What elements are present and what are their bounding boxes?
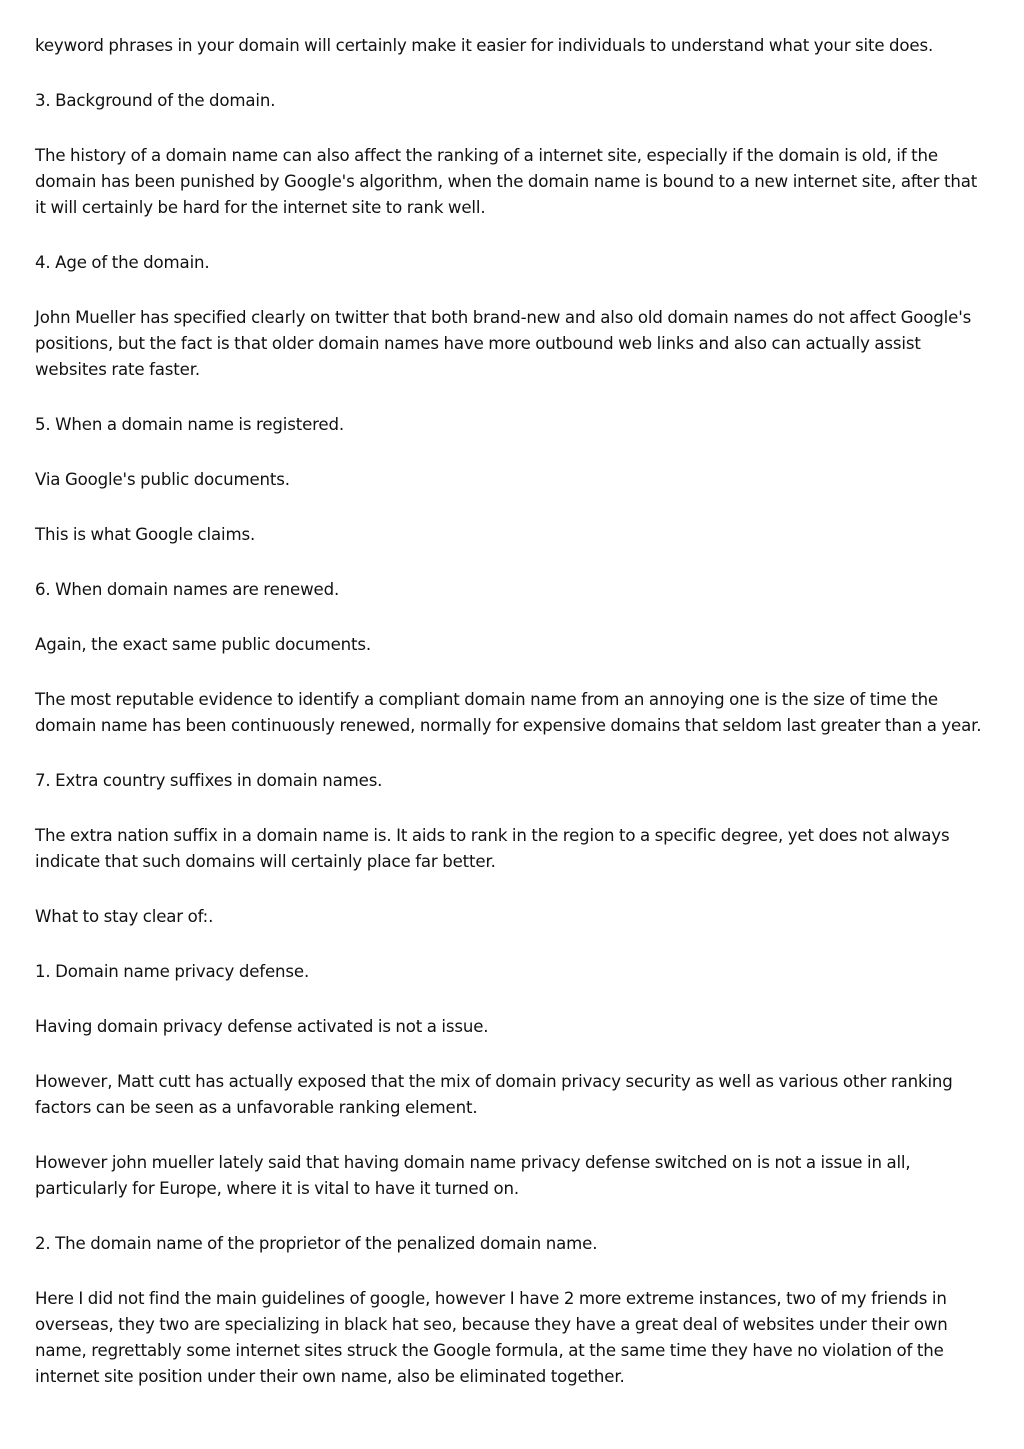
heading-domain-registered: 5. When a domain name is registered. [35, 415, 345, 434]
heading-domain-renewed: 6. When domain names are renewed. [35, 580, 340, 599]
paragraph-renewal-evidence: The most reputable evidence to identify a compliant domain name from an annoying one is the size of time the domain name has been continuously renewed, normally for expensive domains that seldom last greater than a year. [35, 690, 982, 735]
heading-domain-background: 3. Background of the domain. [35, 91, 276, 110]
paragraph-public-documents: Via Google's public documents. [35, 470, 290, 489]
paragraph-domain-age: John Mueller has specified clearly on twitter that both brand-new and also old domain names do not affect Google's positions, but the fact is that older domain names have more outbound web links and also can actually assist websites rate faster. [35, 308, 972, 379]
heading-country-suffixes: 7. Extra country suffixes in domain names. [35, 771, 383, 790]
document-body [35, 33, 985, 1419]
heading-domain-age: 4. Age of the domain. [35, 253, 210, 272]
heading-penalized-owner: 2. The domain name of the proprietor of the penalized domain name. [35, 1234, 598, 1253]
paragraph-domain-history: The history of a domain name can also affect the ranking of a internet site, especially if the domain is old, if the domain has been punished by Google's algorithm, when the domain name is bound to a new internet site, after that it will certainly be hard for the internet site to rank well. [35, 146, 978, 217]
paragraph-intro-continuation: keyword phrases in your domain will certainly make it easier for individuals to understand what your site does. [35, 36, 934, 55]
paragraph-same-documents: Again, the exact same public documents. [35, 635, 372, 654]
paragraph-country-suffix: The extra nation suffix in a domain name is. It aids to rank in the region to a specific degree, yet does not always indicate that such domains will certainly place far better. [35, 826, 950, 871]
paragraph-privacy-not-issue: Having domain privacy defense activated is not a issue. [35, 1017, 489, 1036]
heading-what-to-avoid: What to stay clear of:. [35, 907, 214, 926]
paragraph-john-mueller-privacy: However john mueller lately said that having domain name privacy defense switched on is not a issue in all, particularly for Europe, where it is vital to have it turned on. [35, 1153, 911, 1198]
paragraph-google-claims: This is what Google claims. [35, 525, 256, 544]
paragraph-matt-cutt: However, Matt cutt has actually exposed that the mix of domain privacy security as well as various other ranking factors can be seen as a unfavorable ranking element. [35, 1072, 953, 1117]
heading-privacy-defense: 1. Domain name privacy defense. [35, 962, 310, 981]
paragraph-black-hat-example: Here I did not find the main guidelines of google, however I have 2 more extreme instances, two of my friends in overseas, they two are specializing in black hat seo, because they have a great deal of websites under their own name, regrettably some internet sites struck the Google formula, at the same time they have no violation of the internet site position under their own name, also be eliminated together. [35, 1289, 948, 1386]
